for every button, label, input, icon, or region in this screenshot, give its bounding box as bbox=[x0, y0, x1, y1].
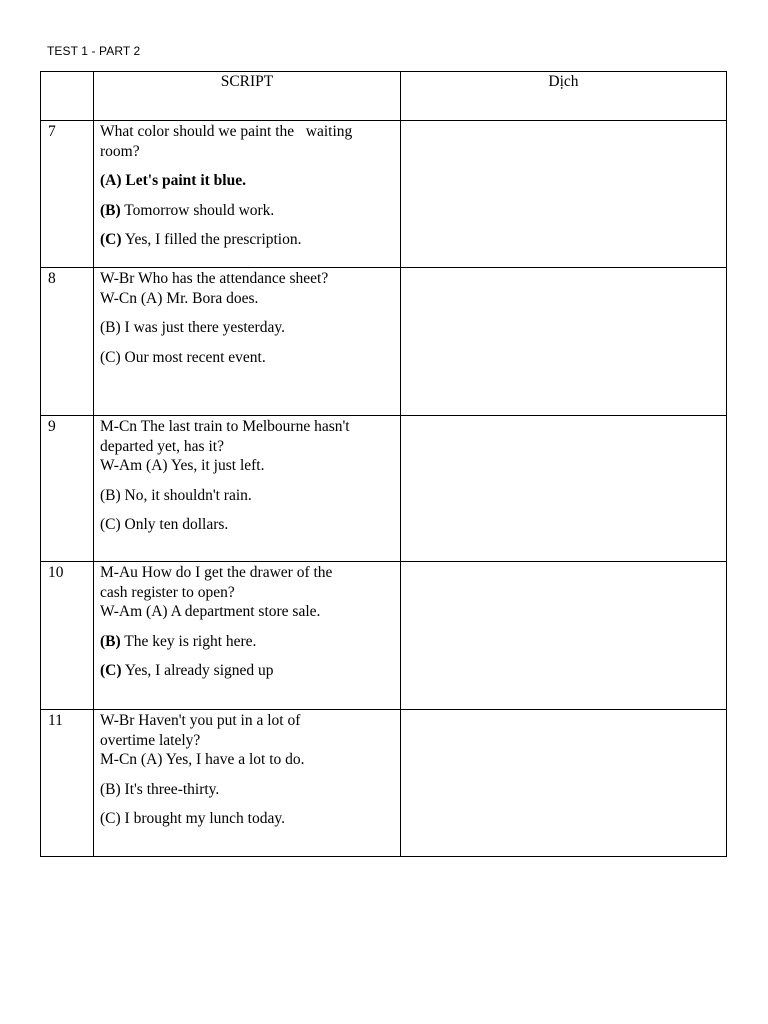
answer-option bbox=[100, 318, 394, 338]
script-cell bbox=[94, 562, 401, 710]
script-cell bbox=[94, 416, 401, 562]
header-script-cell: SCRIPT bbox=[94, 72, 401, 121]
option-label: (A) bbox=[100, 172, 122, 189]
translation-cell[interactable] bbox=[401, 121, 727, 268]
question-line: room? bbox=[100, 142, 140, 160]
answer-option bbox=[100, 201, 394, 221]
question-line: M-Cn (A) Yes, I have a lot to do. bbox=[100, 751, 305, 768]
option-label: (C) bbox=[100, 516, 121, 533]
question-line: cash register to open? bbox=[100, 583, 235, 601]
question-number: 8 bbox=[41, 268, 94, 416]
question-number: 11 bbox=[41, 710, 94, 857]
header-translation-cell: Dịch bbox=[401, 72, 727, 121]
question-line: overtime lately? bbox=[100, 731, 201, 749]
table-row bbox=[41, 121, 727, 268]
answer-option bbox=[100, 632, 394, 652]
option-text: The key is right here. bbox=[124, 632, 257, 650]
question-line: W-Cn (A) Mr. Bora does. bbox=[100, 289, 259, 307]
option-label: (C) bbox=[100, 231, 122, 248]
table-row bbox=[41, 268, 727, 416]
answer-option bbox=[100, 348, 394, 368]
translation-cell[interactable] bbox=[401, 562, 727, 710]
header-number-cell bbox=[41, 72, 94, 121]
translation-cell[interactable] bbox=[401, 710, 727, 857]
answer-option bbox=[100, 661, 394, 681]
question-line: M-Cn The last train to Melbourne hasn't bbox=[100, 418, 350, 435]
option-text: Let's paint it blue. bbox=[125, 172, 246, 189]
option-label: (B) bbox=[100, 632, 121, 650]
option-text: No, it shouldn't rain. bbox=[124, 486, 252, 504]
option-text: I brought my lunch today. bbox=[124, 810, 285, 827]
script-cell bbox=[94, 121, 401, 268]
table-row bbox=[41, 710, 727, 857]
script-cell bbox=[94, 268, 401, 416]
option-text: Yes, I already signed up bbox=[124, 662, 274, 679]
translation-cell[interactable] bbox=[401, 416, 727, 562]
question-line: W-Br Haven't you put in a lot of bbox=[100, 712, 301, 729]
answer-option bbox=[100, 515, 394, 535]
question-line: What color should we paint the waiting bbox=[100, 123, 353, 140]
script-cell bbox=[94, 710, 401, 857]
question-number: 9 bbox=[41, 416, 94, 562]
option-label: (C) bbox=[100, 348, 121, 366]
option-label: (B) bbox=[100, 319, 121, 336]
option-label: (B) bbox=[100, 780, 121, 798]
option-label: (B) bbox=[100, 486, 121, 504]
answer-option bbox=[100, 171, 394, 191]
question-number: 7 bbox=[41, 121, 94, 268]
translation-cell[interactable] bbox=[401, 268, 727, 416]
table-row bbox=[41, 562, 727, 710]
option-text: Tomorrow should work. bbox=[124, 201, 275, 219]
script-table bbox=[40, 71, 727, 857]
page-title: TEST 1 - PART 2 bbox=[47, 44, 141, 58]
question-line: W-Br Who has the attendance sheet? bbox=[100, 270, 329, 287]
answer-option bbox=[100, 809, 394, 829]
table-header-row bbox=[41, 72, 727, 121]
option-label: (C) bbox=[100, 810, 121, 827]
question-line: M-Au How do I get the drawer of the bbox=[100, 564, 333, 581]
table-row bbox=[41, 416, 727, 562]
option-text: Our most recent event. bbox=[124, 348, 266, 366]
option-label: (C) bbox=[100, 662, 122, 679]
question-line: departed yet, has it? bbox=[100, 437, 224, 455]
question-line: W-Am (A) A department store sale. bbox=[100, 603, 321, 620]
answer-option bbox=[100, 230, 394, 250]
question-number: 10 bbox=[41, 562, 94, 710]
option-text: Yes, I filled the prescription. bbox=[124, 231, 302, 248]
option-text: I was just there yesterday. bbox=[124, 319, 285, 336]
option-text: It's three-thirty. bbox=[124, 780, 220, 798]
answer-option bbox=[100, 780, 394, 800]
option-text: Only ten dollars. bbox=[124, 516, 229, 533]
option-label: (B) bbox=[100, 201, 121, 219]
answer-option bbox=[100, 486, 394, 506]
question-line: W-Am (A) Yes, it just left. bbox=[100, 457, 265, 474]
